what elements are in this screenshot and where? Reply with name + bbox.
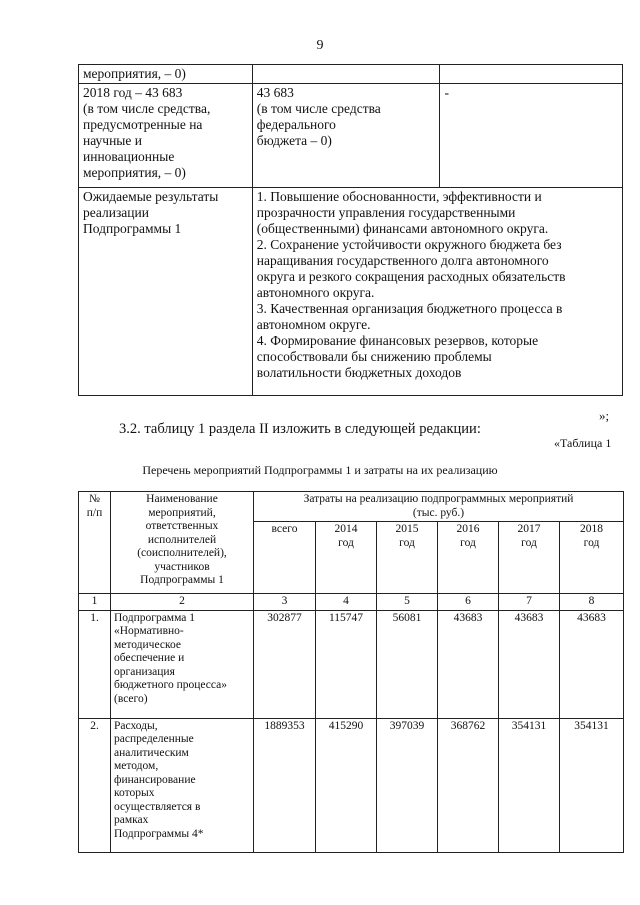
table-row: [79, 718, 624, 852]
row-value: 397039: [377, 718, 438, 852]
row-value: 354131: [560, 718, 624, 852]
row-number: 1.: [79, 610, 111, 718]
column-number: 3: [254, 594, 316, 611]
passport-row: [79, 188, 623, 396]
header-year: 2017 год: [499, 522, 560, 594]
header-year: 2015 год: [377, 522, 438, 594]
row-value: 115747: [316, 610, 377, 718]
column-number: 1: [79, 594, 111, 611]
column-number: 8: [560, 594, 624, 611]
column-number: 5: [377, 594, 438, 611]
row-value: 1889353: [254, 718, 316, 852]
column-number: 7: [499, 594, 560, 611]
row-name: Подпрограмма 1 «Нормативно- методическое обеспечение и организация бюджетного процесса» (всего): [111, 610, 254, 718]
row-value: 302877: [254, 610, 316, 718]
passport-cell: [252, 65, 440, 84]
row-value: 43683: [499, 610, 560, 718]
column-number: 4: [316, 594, 377, 611]
passport-row: [79, 84, 623, 188]
row-value: 368762: [438, 718, 499, 852]
table-reference: «Таблица 1: [554, 436, 612, 450]
header-year: 2016 год: [438, 522, 499, 594]
table-row: [79, 610, 624, 718]
passport-row: [79, 65, 623, 84]
row-value: 354131: [499, 718, 560, 852]
events-table: [78, 491, 624, 853]
row-name: Расходы, распределенные аналитическим методом, финансирование которых осуществляется в рамках Подпрограммы 4*: [111, 718, 254, 852]
amendment-paragraph: 3.2. таблицу 1 раздела II изложить в следующей редакции:: [119, 421, 481, 437]
row-number: 2.: [79, 718, 111, 852]
header-year: всего: [254, 522, 316, 594]
expected-results-value: 1. Повышение обоснованности, эффективности и прозрачности управления государственными (общественными) финансами автономного округа. 2. Сохранение устойчивости окружного бюджета без наращивания государственного долга автономного округа и резкого сокращения расходных обязательств автономного округа. 3. Качественная организация бюджетного процесса в автономном округе. 4. Формирование финансовых резервов, которые способствовали бы снижению проблемы волатильности бюджетных доходов: [252, 188, 622, 396]
page-number: 9: [316, 38, 324, 53]
closing-quote: »;: [599, 408, 610, 423]
passport-cell: 43 683 (в том числе средства федерального бюджета – 0): [252, 84, 440, 188]
row-value: 43683: [560, 610, 624, 718]
passport-cell: [440, 65, 623, 84]
header-costs: Затраты на реализацию подпрограммных мероприятий (тыс. руб.): [254, 492, 624, 522]
passport-cell: мероприятия, – 0): [79, 65, 253, 84]
row-value: 56081: [377, 610, 438, 718]
row-value: 43683: [438, 610, 499, 718]
expected-results-label: Ожидаемые результаты реализации Подпрограммы 1: [79, 188, 253, 396]
header-num: № п/п: [79, 492, 111, 594]
column-number: 2: [111, 594, 254, 611]
table-caption: Перечень мероприятий Подпрограммы 1 и затраты на их реализацию: [142, 463, 498, 477]
header-year: 2018 год: [560, 522, 624, 594]
passport-cell: -: [440, 84, 623, 188]
header-name: Наименование мероприятий, ответственных исполнителей (соисполнителей), участников Подпрограммы 1: [111, 492, 254, 594]
passport-cell: 2018 год – 43 683 (в том числе средства, предусмотренные на научные и инновационные мероприятия, – 0): [79, 84, 253, 188]
row-value: 415290: [316, 718, 377, 852]
passport-table: [78, 64, 623, 396]
header-year: 2014 год: [316, 522, 377, 594]
header-row: [79, 492, 624, 522]
column-number-row: [79, 594, 624, 611]
column-number: 6: [438, 594, 499, 611]
